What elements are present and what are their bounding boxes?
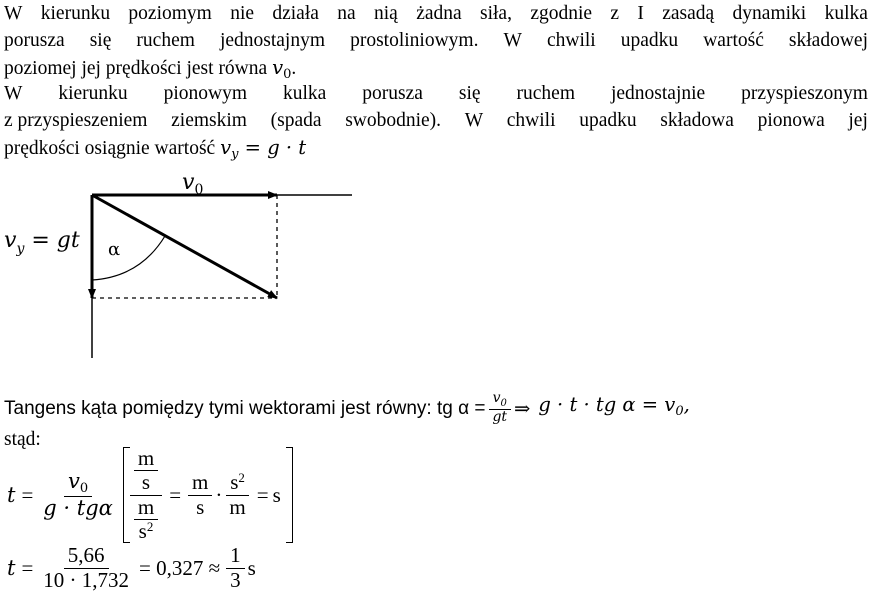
units-bracket: $\frac{\frac{m}{s}}{\frac{m}{s^2}}$ = $\frac{m}{s}$ · $\frac{s^2}{m}$ = s <box>123 447 293 542</box>
word: W <box>503 30 522 51</box>
tangent-line <box>4 391 690 425</box>
word: wartość <box>703 30 764 51</box>
word: ziemskim <box>171 110 247 131</box>
word: składowa <box>660 110 734 131</box>
word: jednostajnym <box>219 30 326 51</box>
word: porusza <box>362 83 423 104</box>
word: ruchem <box>516 83 576 104</box>
paragraph1-line3: poziomej jej prędkości jest równa $v_0$. <box>4 56 297 82</box>
word: kierunku <box>58 83 128 104</box>
stad-label: stąd: <box>4 429 41 450</box>
word: swobodnie). <box>345 110 442 131</box>
word: (spada <box>270 110 322 131</box>
formula-time-symbolic: t = $\frac{v_0}{\text{g · tgα}}$ $\frac{\frac{m}{s}}{\frac{m}{s^2}}$ = $\frac{m}{s}$ · $\frac{s^2}{m}$ = s <box>4 450 296 540</box>
word: się <box>458 83 481 104</box>
word: pionowa <box>757 110 825 131</box>
word: chwili <box>546 30 596 51</box>
word: nie <box>230 3 255 24</box>
word: W <box>464 110 484 131</box>
word: z <box>610 3 620 24</box>
vy-formula: $v_y = g \cdot t$ <box>220 136 307 162</box>
word: żadna <box>416 3 462 24</box>
p1-line3-text: poziomej jej prędkości jest równa <box>4 58 268 79</box>
tangent-text: Tangens kąta pomiędzy tymi wektorami jest równy: tg α = <box>4 397 486 419</box>
word: prostoliniowym. <box>350 30 479 51</box>
word: W <box>4 3 23 24</box>
word: porusza <box>4 30 65 51</box>
formula-time-numeric: t = $\frac{5,66}{10 \cdot 1,732}$ = 0,327 ≈ $\frac{1}{3}$ s <box>7 543 256 592</box>
word: chwili <box>506 110 556 131</box>
word: się <box>89 30 112 51</box>
word: W <box>4 83 23 104</box>
v0-over-g-tg-fraction: $\frac{v_0}{\text{g · tgα}}$ <box>43 468 113 521</box>
word: dynamiki <box>732 3 807 24</box>
p1-line3-var: $v_0$ <box>272 56 292 82</box>
word: kulka <box>283 83 327 104</box>
word: nią <box>374 3 398 24</box>
word: ruchem <box>136 30 195 51</box>
word: pionowym <box>163 83 248 104</box>
word: działa <box>272 3 319 24</box>
vy-label: $v_y$ = gt <box>4 228 80 257</box>
word: na <box>337 3 356 24</box>
word: upadku <box>620 30 679 51</box>
p2-line3-text: prędkości osiągnie wartość <box>4 138 216 159</box>
word: zasadą <box>662 3 715 24</box>
word: składowej <box>788 30 868 51</box>
implies-symbol: ⇒ <box>514 396 531 420</box>
word: jednostajnie <box>610 83 706 104</box>
word: I <box>637 3 644 24</box>
word: z przyspieszeniem <box>4 110 148 131</box>
alpha-label: α <box>108 239 121 260</box>
word: kulka <box>824 3 868 24</box>
v0-label: $v_0$ <box>182 170 204 198</box>
word: siła, <box>480 3 512 24</box>
angle-alpha-arc <box>92 236 165 280</box>
word: zgodnie <box>530 3 593 24</box>
one-third-fraction: $\frac{1}{3}$ <box>226 544 245 591</box>
word: poziomym <box>128 3 212 24</box>
word: przyspieszonym <box>741 83 868 104</box>
word: upadku <box>579 110 637 131</box>
tangent-result: g · t · tg $\alpha = v_0$, <box>538 393 690 420</box>
word: jej <box>848 110 868 131</box>
tangent-fraction: $\frac{v_0}{gt}$ <box>488 391 511 425</box>
word: kierunku <box>40 3 111 24</box>
numeric-fraction: $\frac{5,66}{10 \cdot 1,732}$ <box>43 543 130 592</box>
